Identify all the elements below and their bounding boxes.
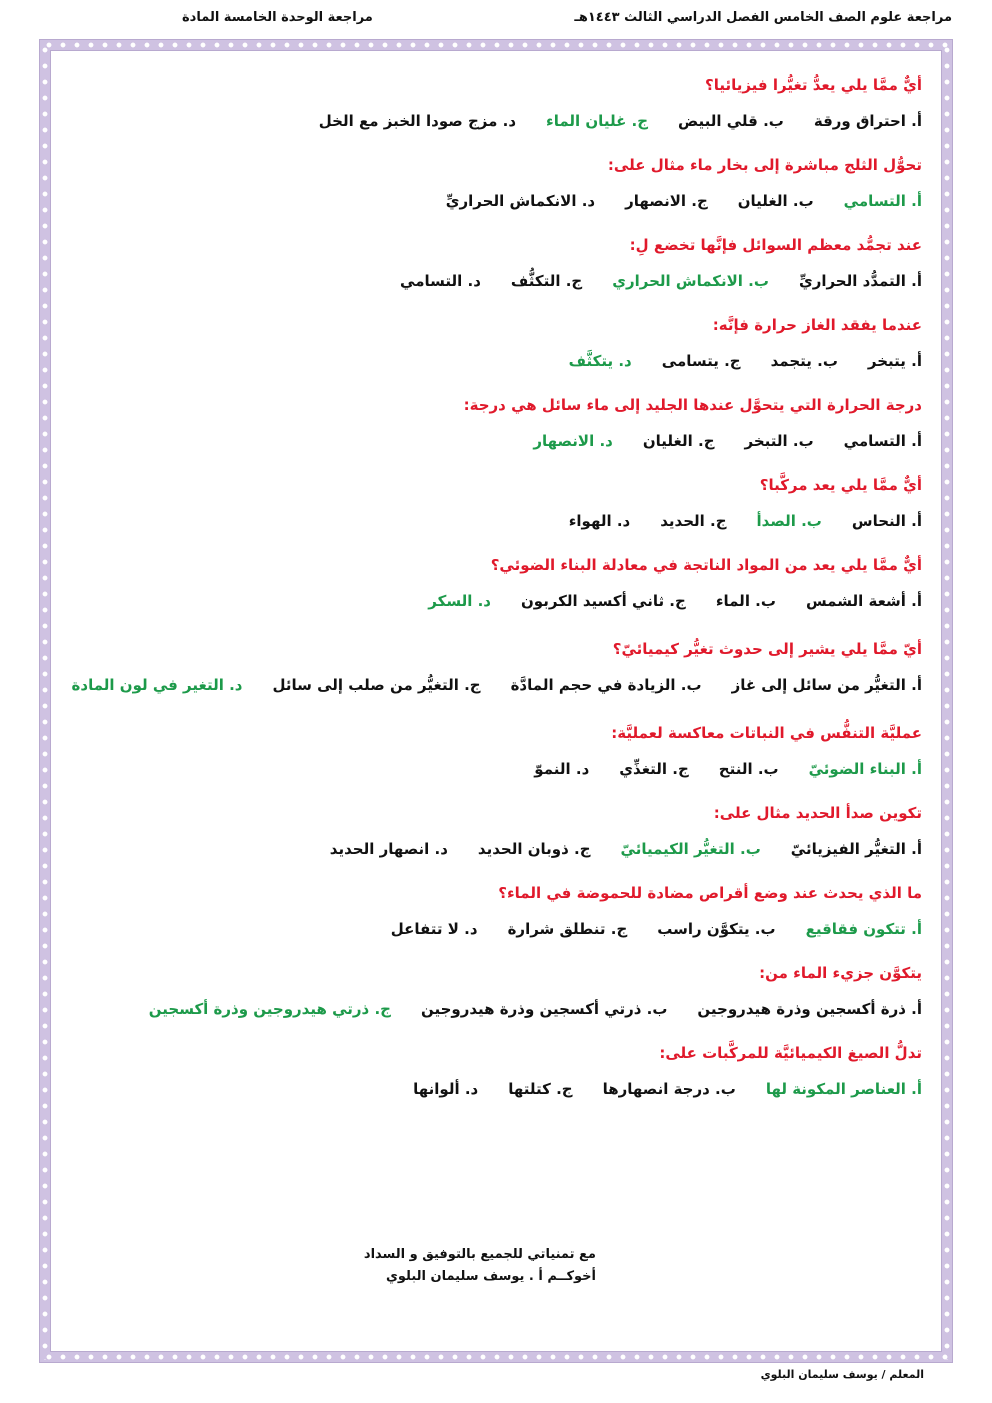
- question-text: تكوين صدأ الحديد مثال على:: [713, 804, 922, 822]
- border-dots-left: [40, 42, 50, 1360]
- question-block: [70, 74, 922, 132]
- answer-option-correct: ب. الصدأ: [756, 512, 822, 530]
- answer-option-correct: أ. التسامي: [843, 192, 922, 210]
- answer-options: [70, 430, 922, 452]
- answer-option: ب. الغليان: [737, 192, 814, 210]
- question-block: [70, 1042, 922, 1100]
- border-dots-top: [42, 40, 950, 50]
- answer-option: أ. التمدُّد الحراريِّ: [798, 272, 922, 290]
- answer-option-correct: د. يتكثَّف: [568, 352, 632, 370]
- header-unit-review: مراجعة الوحدة الخامسة المادة: [182, 10, 373, 25]
- question-text: عمليَّة التنفُّس في النباتات معاكسة لعمليَّة:: [611, 724, 922, 742]
- answer-option: أ. ذرة أكسجين وذرة هيدروجين: [697, 1000, 922, 1018]
- answer-option-correct: أ. البناء الضوئيّ: [808, 760, 922, 778]
- answer-option-correct: ب. التغيُّر الكيميائيّ: [620, 840, 761, 858]
- question-block: [70, 554, 922, 612]
- answer-option-correct: د. السكر: [428, 592, 491, 610]
- answer-option: ج. تنطلق شرارة: [507, 920, 628, 938]
- answer-options: [70, 270, 922, 292]
- border-dots-right: [942, 42, 952, 1360]
- answer-option: ج. الغليان: [642, 432, 715, 450]
- question-text: يتكوَّن جزيء الماء من:: [759, 964, 922, 982]
- answer-option: أ. احتراق ورقة: [813, 112, 922, 130]
- answer-option: ج. ذوبان الحديد: [477, 840, 591, 858]
- question-block: [70, 234, 922, 292]
- answer-option-correct: أ. العناصر المكونة لها: [765, 1080, 922, 1098]
- answer-option: د. النموّ: [534, 760, 590, 778]
- question-block: [70, 722, 922, 780]
- border-dots-bottom: [42, 1352, 950, 1362]
- answer-options: [70, 510, 922, 532]
- answer-option: ج. التغذِّي: [619, 760, 689, 778]
- answer-options: [70, 918, 922, 940]
- answer-options: [70, 590, 922, 612]
- answer-option: ج. ثاني أكسيد الكربون: [520, 592, 686, 610]
- answer-option: أ. التغيُّر الفيزيائيّ: [790, 840, 922, 858]
- question-block: [70, 962, 922, 1020]
- question-block: [70, 154, 922, 212]
- answer-option: ب. يتجمد: [770, 352, 838, 370]
- closing-note: [364, 1244, 596, 1288]
- answer-option: ب. ذرتي أكسجين وذرة هيدروجين: [420, 1000, 668, 1018]
- questions-list: [70, 74, 922, 1122]
- answer-option: د. الانكماش الحراريِّ: [445, 192, 596, 210]
- answer-options: [70, 998, 922, 1020]
- closing-signature: أخوكــم أ . يوسف سليمان البلوي: [385, 1269, 596, 1284]
- question-text: أيٌّ ممَّا يلي يعد مركَّبا؟: [759, 476, 922, 494]
- answer-option: د. مزج صودا الخبز مع الخل: [318, 112, 517, 130]
- answer-option: ج. كتلتها: [508, 1080, 573, 1098]
- answer-option: ج. التكثُّف: [510, 272, 583, 290]
- answer-options: [70, 1078, 922, 1100]
- answer-option: ب. قلي البيض: [678, 112, 784, 130]
- answer-option-correct: د. الانصهار: [533, 432, 613, 450]
- answer-option: ب. الماء: [715, 592, 776, 610]
- question-block: [70, 638, 922, 696]
- header-title: مراجعة علوم الصف الخامس الفصل الدراسي الثالث ١٤٤٣هـ: [574, 10, 952, 25]
- answer-option: د. الهواء: [568, 512, 631, 530]
- answer-option: ب. يتكوَّن راسب: [657, 920, 776, 938]
- question-text: أيٌّ ممَّا يلي يعد من المواد الناتجة في معادلة البناء الضوئي؟: [490, 556, 922, 574]
- answer-option: ب. درجة انصهارها: [602, 1080, 736, 1098]
- answer-options: [70, 674, 922, 696]
- answer-option: أ. التغيُّر من سائل إلى غاز: [731, 676, 922, 694]
- answer-option: ب. الزيادة في حجم المادَّة: [510, 676, 702, 694]
- answer-option: ج. الحديد: [660, 512, 727, 530]
- answer-option: د. التسامي: [400, 272, 481, 290]
- answer-option-correct: ج. غليان الماء: [546, 112, 649, 130]
- answer-option: ج. الانصهار: [625, 192, 708, 210]
- answer-options: [70, 190, 922, 212]
- question-text: درجة الحرارة التي يتحوَّل عندها الجليد إلى ماء سائل هي درجة:: [463, 396, 922, 414]
- answer-options: [70, 758, 922, 780]
- answer-options: [70, 838, 922, 860]
- answer-option-correct: د. التغير في لون المادة: [71, 676, 243, 694]
- answer-option: أ. أشعة الشمس: [805, 592, 922, 610]
- answer-options: [70, 110, 922, 132]
- question-block: [70, 394, 922, 452]
- question-text: تدلُّ الصيغ الكيميائيَّة للمركَّبات على:: [659, 1044, 922, 1062]
- closing-wishes: مع تمنياتي للجميع بالتوفيق و السداد: [363, 1247, 596, 1262]
- answer-option: د. ألوانها: [413, 1080, 479, 1098]
- answer-options: [70, 350, 922, 372]
- question-text: عندما يفقد الغاز حرارة فإنَّه:: [712, 316, 922, 334]
- question-block: [70, 802, 922, 860]
- answer-option: ب. التبخر: [744, 432, 814, 450]
- question-text: أيٌّ ممَّا يلي يعدُّ تغيُّرا فيزيائيا؟: [705, 76, 922, 94]
- question-block: [70, 474, 922, 532]
- answer-option: أ. التسامي: [843, 432, 922, 450]
- question-text: أيّ ممَّا يلي يشير إلى حدوث تغيُّر كيميائيّ؟: [612, 640, 922, 658]
- question-text: ما الذي يحدث عند وضع أقراص مضادة للحموضة في الماء؟: [498, 884, 922, 902]
- answer-option: د. لا تتفاعل: [390, 920, 478, 938]
- answer-option: د. انصهار الحديد: [329, 840, 448, 858]
- question-text: عند تجمُّد معظم السوائل فإنَّها تخضع لِ:: [629, 236, 922, 254]
- question-block: [70, 314, 922, 372]
- answer-option-correct: ج. ذرتي هيدروجين وذرة أكسجين: [148, 1000, 391, 1018]
- answer-option: أ. يتبخر: [867, 352, 922, 370]
- footer-teacher-name: المعلم / يوسف سليمان البلوي: [760, 1368, 924, 1381]
- question-text: تحوُّل الثلج مباشرة إلى بخار ماء مثال على:: [607, 156, 922, 174]
- answer-option: ج. التغيُّر من صلب إلى سائل: [272, 676, 481, 694]
- answer-option: ب. النتح: [718, 760, 779, 778]
- answer-option-correct: أ. تتكون فقاقيع: [805, 920, 922, 938]
- answer-option: أ. النحاس: [851, 512, 922, 530]
- answer-option: ج. يتسامى: [661, 352, 741, 370]
- answer-option-correct: ب. الانكماش الحراري: [612, 272, 769, 290]
- question-block: [70, 882, 922, 940]
